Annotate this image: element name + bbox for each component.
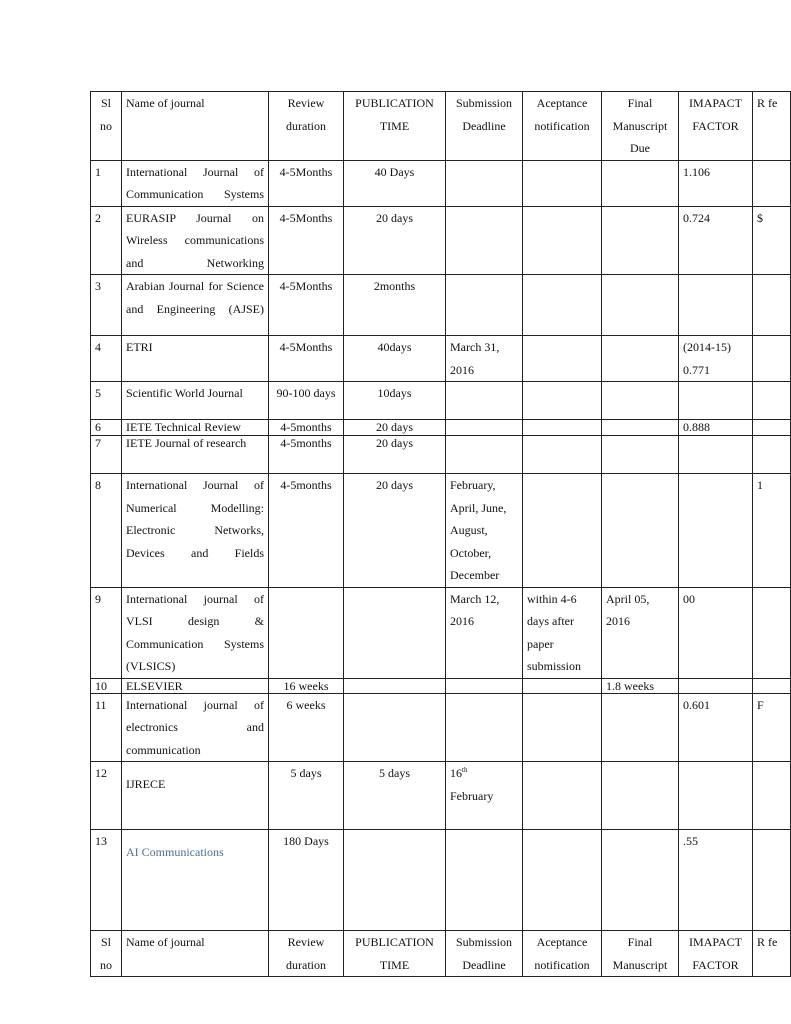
cell-review: 4-5Months [269,206,344,275]
cell-publication: 20 days [344,436,446,474]
table-row [91,587,791,678]
cell-name [122,762,269,830]
cell-review: 16 weeks [269,678,344,693]
cell-impact: 0.888 [679,420,753,436]
footer-header-final: Final Manuscript [602,931,679,977]
cell-impact: 00 [679,587,753,678]
table-header-row [91,92,791,161]
cell-sl: 2 [91,206,122,275]
cell-name: International journal of VLSI design & Communication Systems (VLSICS) [122,587,269,678]
table-row [91,678,791,693]
cell-submission [446,762,523,830]
cell-name: EURASIP Journal on Wireless communications and Networking [122,206,269,275]
header-impact: IMAPACT FACTOR [679,92,753,161]
table-footer-header-row [91,931,791,977]
cell-final [602,160,679,206]
cell-extra [753,275,791,336]
cell-publication [344,587,446,678]
cell-acceptance [523,160,602,206]
cell-final [602,436,679,474]
header-extra: R fe [753,92,791,161]
journals-table [90,91,791,977]
footer-header-submission: Submission Deadline [446,931,523,977]
cell-acceptance [523,420,602,436]
cell-submission: March 31, 2016 [446,336,523,382]
cell-acceptance [523,206,602,275]
cell-final [602,336,679,382]
footer-header-acceptance: Aceptance notification [523,931,602,977]
cell-submission [446,275,523,336]
cell-acceptance [523,693,602,762]
cell-impact [679,382,753,420]
cell-review: 6 weeks [269,693,344,762]
footer-header-review: Review duration [269,931,344,977]
cell-submission [446,420,523,436]
cell-impact [679,275,753,336]
cell-submission [446,206,523,275]
cell-name: International journal of electronics and communication [122,693,269,762]
cell-acceptance [523,275,602,336]
cell-publication: 5 days [344,762,446,830]
cell-sl: 5 [91,382,122,420]
cell-sl: 9 [91,587,122,678]
cell-final [602,693,679,762]
cell-acceptance [523,762,602,830]
cell-extra [753,762,791,830]
submission-day: 16 [450,766,462,780]
cell-final [602,275,679,336]
cell-submission [446,382,523,420]
header-acceptance: Aceptance notification [523,92,602,161]
cell-publication [344,678,446,693]
cell-sl: 11 [91,693,122,762]
table-row [91,474,791,588]
header-final: Final Manuscript Due [602,92,679,161]
cell-acceptance [523,474,602,588]
cell-impact [679,762,753,830]
cell-publication: 40 Days [344,160,446,206]
cell-name: IETE Technical Review [122,420,269,436]
cell-publication: 2months [344,275,446,336]
cell-impact: .55 [679,830,753,931]
table-row [91,275,791,336]
cell-name: ELSEVIER [122,678,269,693]
cell-submission: February, April, June, August, October, December [446,474,523,588]
cell-sl: 1 [91,160,122,206]
cell-extra [753,420,791,436]
cell-name: Arabian Journal for Science and Engineering (AJSE) [122,275,269,336]
table-row [91,693,791,762]
cell-sl: 13 [91,830,122,931]
cell-review: 5 days [269,762,344,830]
cell-extra: 1 [753,474,791,588]
cell-name [122,830,269,931]
journal-name: IJRECE [126,777,166,791]
cell-impact: (2014-15) 0.771 [679,336,753,382]
cell-final [602,420,679,436]
cell-impact [679,474,753,588]
cell-acceptance [523,830,602,931]
cell-publication [344,830,446,931]
table-row [91,436,791,474]
cell-review: 4-5Months [269,336,344,382]
cell-sl: 6 [91,420,122,436]
cell-sl: 10 [91,678,122,693]
header-publication: PUBLICATION TIME [344,92,446,161]
cell-impact: 1.106 [679,160,753,206]
table-row [91,336,791,382]
cell-publication [344,693,446,762]
cell-name: International Journal of Communication Systems [122,160,269,206]
cell-submission [446,160,523,206]
cell-review: 90-100 days [269,382,344,420]
cell-extra [753,436,791,474]
cell-impact: 0.724 [679,206,753,275]
cell-final [602,206,679,275]
cell-publication: 20 days [344,206,446,275]
cell-review: 4-5Months [269,160,344,206]
cell-sl: 4 [91,336,122,382]
table-row [91,206,791,275]
cell-review: 4-5months [269,474,344,588]
cell-acceptance [523,436,602,474]
cell-final [602,830,679,931]
cell-acceptance [523,382,602,420]
cell-submission: March 12, 2016 [446,587,523,678]
footer-header-sl-no: Sl no [91,931,122,977]
cell-name: IETE Journal of research [122,436,269,474]
header-sl-no: Sl no [91,92,122,161]
cell-acceptance [523,336,602,382]
header-review: Review duration [269,92,344,161]
footer-header-impact: IMAPACT FACTOR [679,931,753,977]
cell-name: International Journal of Numerical Modelling: Electronic Networks, Devices and Fields [122,474,269,588]
header-name: Name of journal [122,92,269,161]
cell-submission [446,436,523,474]
cell-sl: 8 [91,474,122,588]
cell-sl: 3 [91,275,122,336]
submission-day-suffix: th [462,766,468,774]
cell-extra [753,678,791,693]
table-row [91,160,791,206]
cell-final: April 05, 2016 [602,587,679,678]
cell-review [269,587,344,678]
header-submission: Submission Deadline [446,92,523,161]
cell-final [602,382,679,420]
cell-impact: 0.601 [679,693,753,762]
cell-extra [753,160,791,206]
cell-impact [679,436,753,474]
cell-acceptance: within 4-6 days after paper submission [523,587,602,678]
cell-final [602,474,679,588]
table-row [91,382,791,420]
cell-submission [446,678,523,693]
cell-review: 4-5months [269,436,344,474]
table-row [91,830,791,931]
cell-extra: F [753,693,791,762]
cell-extra: $ [753,206,791,275]
cell-publication: 20 days [344,474,446,588]
cell-acceptance [523,678,602,693]
submission-month: February [450,788,494,803]
cell-extra [753,382,791,420]
cell-sl: 12 [91,762,122,830]
cell-submission [446,693,523,762]
cell-publication: 40days [344,336,446,382]
cell-name: ETRI [122,336,269,382]
table-row [91,420,791,436]
cell-sl: 7 [91,436,122,474]
cell-impact [679,678,753,693]
footer-header-name: Name of journal [122,931,269,977]
cell-extra [753,336,791,382]
footer-header-publication: PUBLICATION TIME [344,931,446,977]
footer-header-extra: R fe [753,931,791,977]
cell-final [602,762,679,830]
cell-review: 180 Days [269,830,344,931]
cell-final: 1.8 weeks [602,678,679,693]
cell-name: Scientific World Journal [122,382,269,420]
ai-communications-link[interactable]: AI Communications [126,845,224,859]
table-row [91,762,791,830]
cell-review: 4-5months [269,420,344,436]
cell-submission [446,830,523,931]
cell-review: 4-5Months [269,275,344,336]
cell-extra [753,830,791,931]
cell-publication: 10days [344,382,446,420]
cell-publication: 20 days [344,420,446,436]
cell-extra [753,587,791,678]
